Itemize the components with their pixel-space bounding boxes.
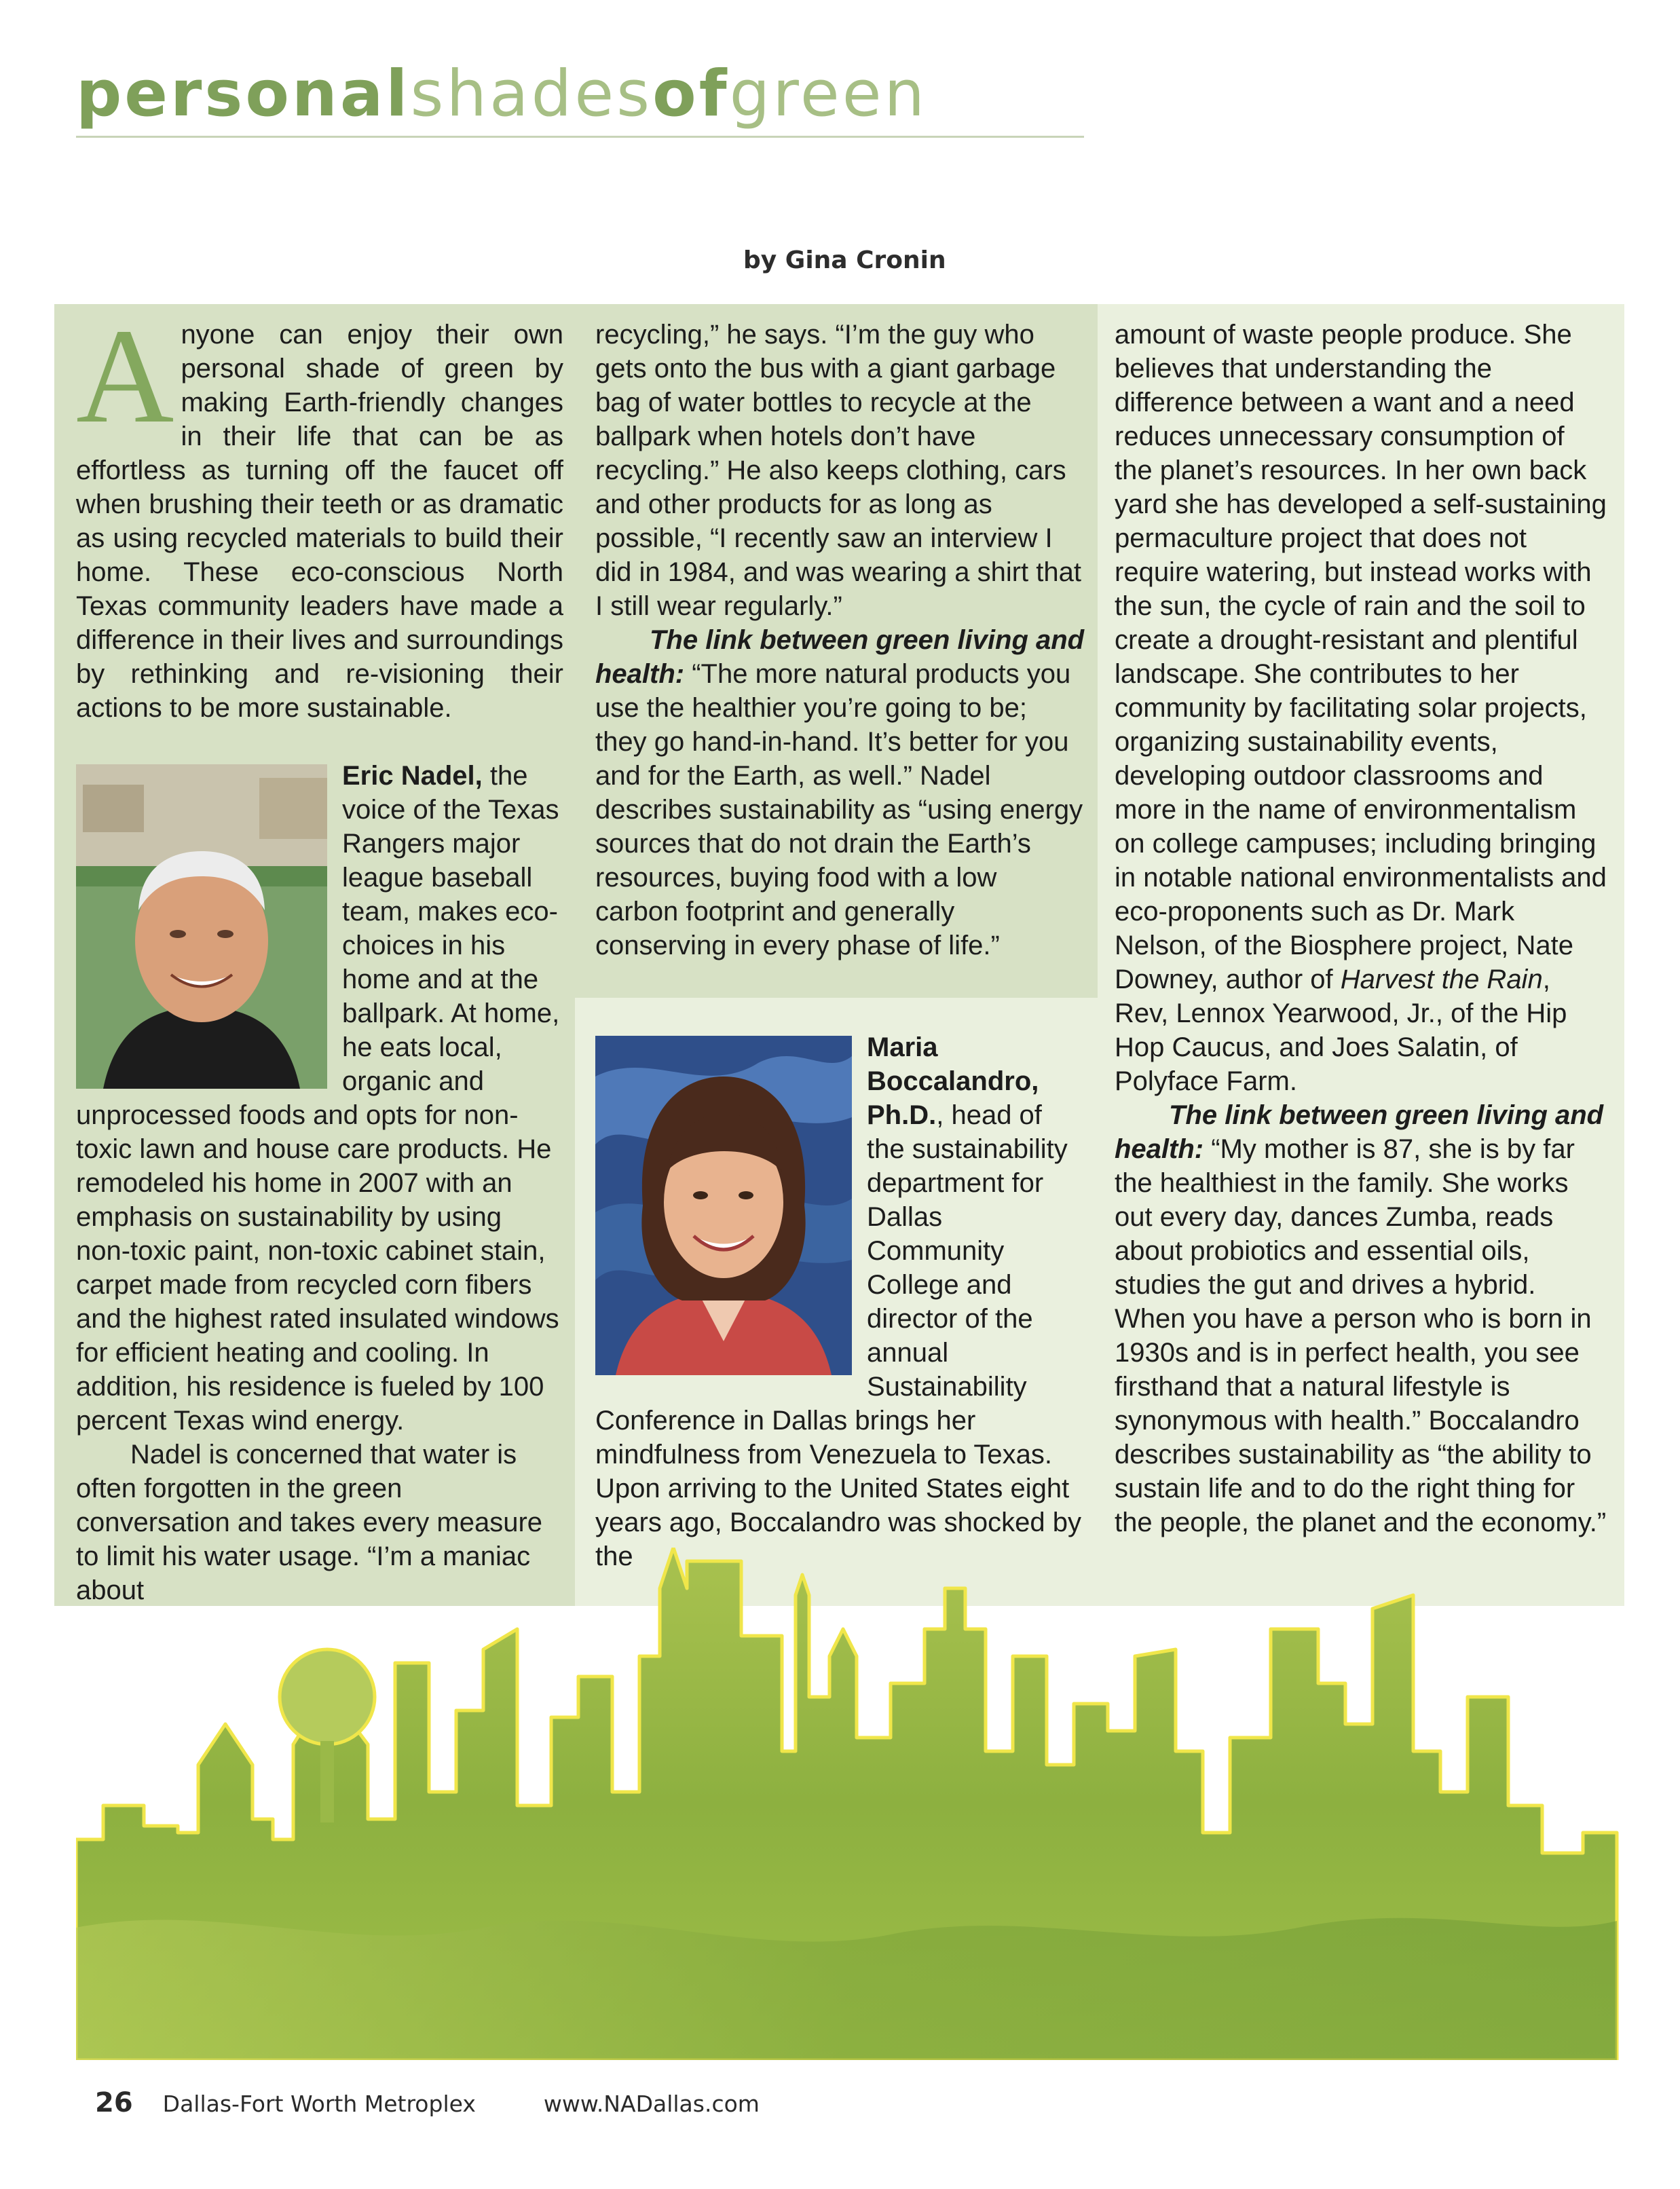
maria-health-text: “My mother is 87, she is by far the healthiest in the family. She works out every day, dances Zumba, reads about probiotics and essential oils, studies the gut and drives a hybrid. When you have a person who is born in 1930s and is in perfect health, you see firsthand that a natural lifestyle is synonymous with health.” Boccalandro describes sustainability as “the ability to sustain life and to do the right thing for the people, the planet and the economy.” — [1115, 1134, 1607, 1537]
maria-work-paragraph — [1115, 318, 1609, 1098]
nadel-health-text: “The more natural products you use the healthier you’re going to be; they go hand-in-hand. It’s better for you and for the Earth, as well.” Nadel describes sustainability as “using energy sources that do not drain the Earth’s resources, buying food with a low carbon footprint and generally conserving in every phase of life.” — [595, 659, 1083, 960]
masthead-rule — [76, 136, 1084, 138]
maria-health-paragraph — [1115, 1098, 1609, 1539]
eric-profile-paragraph — [76, 759, 563, 1438]
masthead-green: green — [729, 57, 928, 131]
page-footer — [95, 2087, 760, 2118]
nadel-health-paragraph — [595, 623, 1085, 962]
page-number: 26 — [95, 2087, 133, 2118]
maria-profile-paragraph — [595, 1030, 1085, 1573]
maria-work-text-a: amount of waste people produce. She believes that understanding the difference between a want and a need reduces unnecessary consumption of the planet’s resources. In her own back yard she has developed a self-sustaining permaculture project that does not require watering, but instead works with the sun, the cycle of rain and the soil to create a drought-resistant and plentiful landscape. She contributes to her community by facilitating solar projects, organizing sustainability events, developing outdoor classrooms and more in the name of environmentalism on college campuses; including bringing in notable national environmentalists and eco-proponents such as Dr. Mark Nelson, of the Biosphere project, Nate Downey, author of — [1115, 320, 1607, 994]
masthead-personal: personal — [76, 57, 411, 131]
nadel-health-lead: The link between green living and health: — [595, 625, 1085, 689]
intro-text: nyone can enjoy their own personal shade of green by making Earth-friendly changes in their life that can be as effortless as turning off the faucet off when brushing their teeth or as dramatic as using recycled materials to build their home. These eco-conscious North Texas community leaders have made a difference in their lives and surroundings by rethinking and re-visioning their actions to be more sustainable. — [76, 320, 563, 723]
article-column-1 — [76, 301, 563, 1607]
article-column-2-lower — [595, 1030, 1085, 1573]
water-paragraph: Nadel is concerned that water is often forgotten in the green conversation and takes every measure to limit his water usage. “I’m a maniac about — [76, 1440, 543, 1605]
maria-health-lead: The link between green living and health: — [1115, 1100, 1604, 1164]
drop-cap: A — [76, 301, 174, 451]
article-column-2 — [595, 318, 1085, 962]
maria-boccalandro-bio: , head of the sustainability department for Dallas Community College and director of the annual Sustainability Conference in Dallas brings her mindfulness from Venezuela to Texas. Upon arriving to the United States eight years ago, Boccalandro was shocked by the — [595, 1100, 1081, 1571]
website-url: www.NADallas.com — [543, 2091, 760, 2117]
dallas-skyline-illustration — [76, 1548, 1624, 2060]
masthead-title — [76, 57, 928, 131]
byline: by Gina Cronin — [743, 246, 946, 274]
eric-nadel-name: Eric Nadel, — [342, 761, 483, 791]
eric-nadel-photo — [76, 764, 327, 1089]
maria-work-text-b: , Rev, Lennox Yearwood, Jr., of the Hip Hop Caucus, and Joes Salatin, of Polyface Farm. — [1115, 965, 1567, 1096]
maria-boccalandro-name: Maria Boccalandro, Ph.D. — [867, 1032, 1039, 1130]
article-column-3 — [1115, 318, 1609, 1539]
maria-boccalandro-photo — [595, 1036, 852, 1375]
masthead-shades: shades — [410, 57, 653, 131]
paragraph-gap — [76, 725, 563, 759]
publication-name: Dallas-Fort Worth Metroplex — [162, 2091, 476, 2117]
eric-nadel-bio: the voice of the Texas Rangers major league baseball team, makes eco-choices in his home and at the ballpark. At home, he eats local, organic and unprocessed foods and opts for non-toxic lawn and house care products. He remodeled his home in 2007 with an emphasis on sustainability by using non-toxic paint, non-toxic cabinet stain, carpet made from recycled corn fibers and the highest rated insulated windows for efficient heating and cooling. In addition, his residence is fueled by 100 percent Texas wind energy. — [76, 761, 560, 1436]
masthead-of: of — [652, 57, 730, 131]
recycling-paragraph: recycling,” he says. “I’m the guy who gets onto the bus with a giant garbage bag of water bottles to recycle at the ballpark when hotels don’t have recycling.” He also keeps clothing, cars and other products for as long as possible, “I recently saw an interview I did in 1984, and was wearing a shirt that I still wear regularly.” — [595, 320, 1081, 621]
intro-paragraph — [76, 301, 563, 725]
book-title: Harvest the Rain — [1340, 965, 1543, 994]
